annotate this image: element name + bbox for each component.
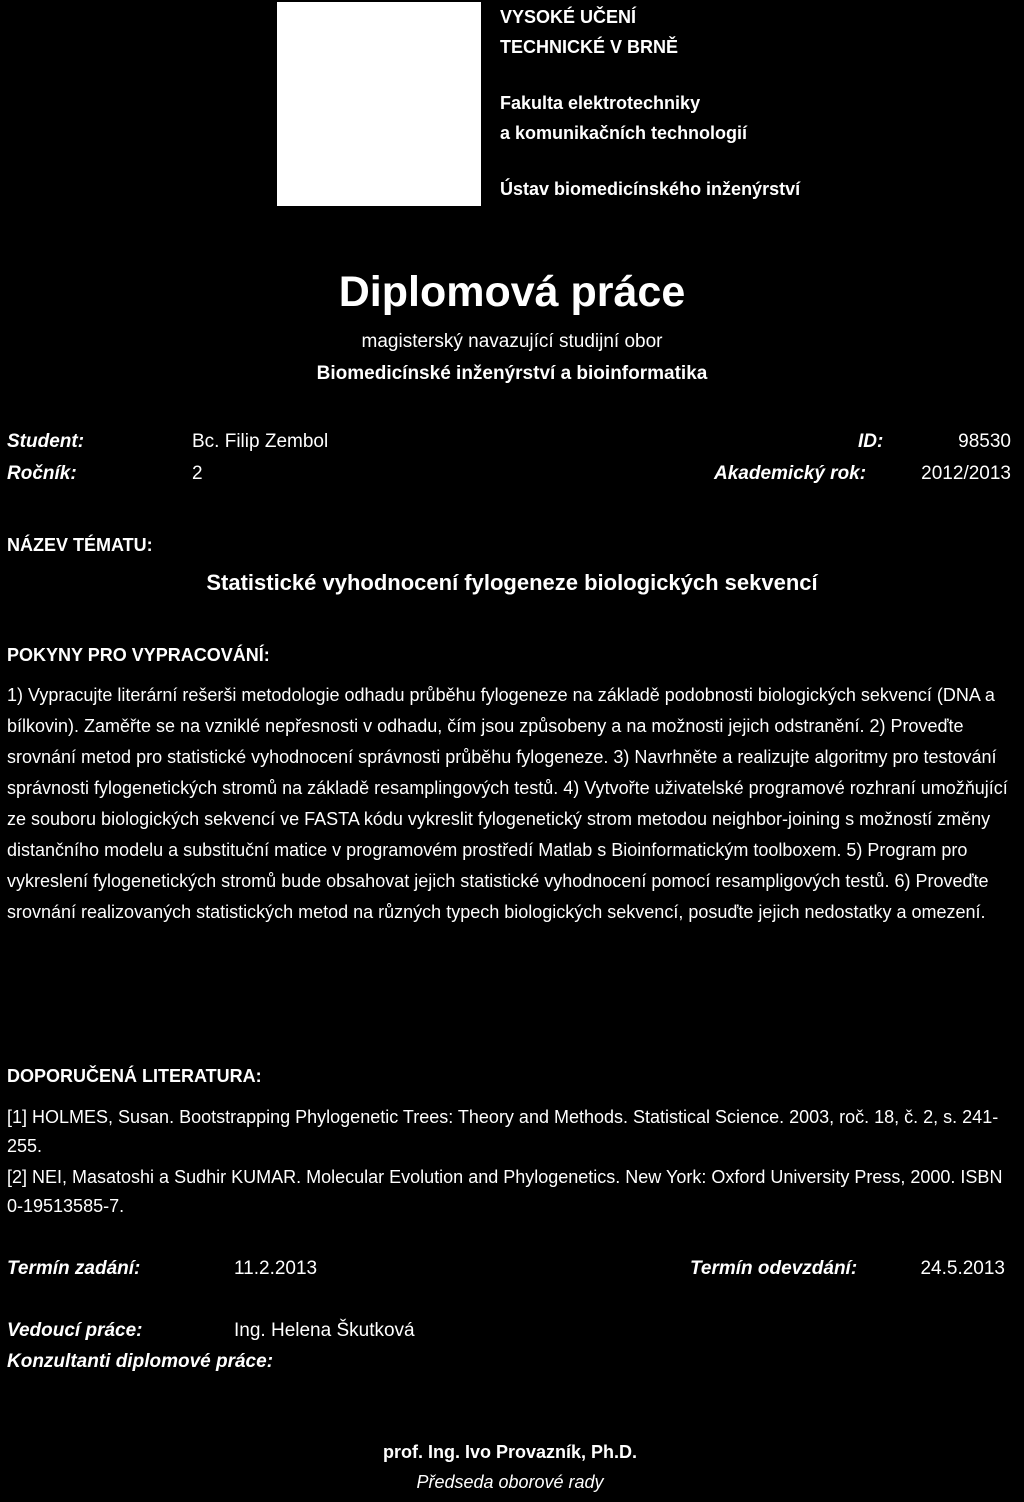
literature-heading: DOPORUČENÁ LITERATURA: <box>7 1066 262 1086</box>
study-type: magisterský navazující studijní obor <box>361 331 663 352</box>
institution-line-1: VYSOKÉ UČENÍ <box>500 7 637 27</box>
id-value: 98530 <box>958 431 1011 452</box>
literature-ref-1: [1] HOLMES, Susan. Bootstrapping Phylogenetic Trees: Theory and Methods. Statistical Science. 2003, roč. 18, č. 2, s. 241-255. <box>7 1107 999 1156</box>
supervisor-value: Ing. Helena Škutková <box>234 1320 415 1341</box>
id-label: ID: <box>858 431 884 452</box>
assigned-date-value: 11.2.2013 <box>234 1258 318 1279</box>
supervisor-label: Vedoucí práce: <box>7 1320 143 1341</box>
academic-year-label: Akademický rok: <box>714 463 867 484</box>
year-label: Ročník: <box>7 463 77 484</box>
student-label: Student: <box>7 431 85 452</box>
assigned-date-label: Termín zadání: <box>7 1258 141 1279</box>
university-logo-placeholder <box>277 2 481 206</box>
instructions-text: 1) Vypracujte literární rešerši metodologie odhadu průběhu fylogeneze na základě podobnosti biologických sekvencí (DNA a bílkovin). Zaměřte se na vzniklé nepřesnosti v odhadu, čím jsou způsobeny a na možnosti jejich odstranění. 2) Proveďte srovnání metod pro statistické vyhodnocení správnosti průběhu fylogeneze. 3) Navrhněte a realizujte algoritmy pro testování správnosti fylogenetických stromů na základě resamplingových testů. 4) Vytvořte uživatelské programové rozhraní umožňující ze souboru biologických sekvencí ve FASTA kódu vykreslit fylogenetický strom metodou neighbor-joining s možností změny distančního modelu a substituční matice v programovém prostředí Matlab s Bioinformatickým toolboxem. 5) Program pro vykreslení fylogenetických stromů bude obsahovat jejich statistické vyhodnocení pomocí resampligových testů. 6) Proveďte srovnání realizovaných statistických metod na různých typech biologických sekvencí, posuďte jejich nedostatky a omezení. <box>7 685 1008 922</box>
department-name: Ústav biomedicínského inženýrství <box>500 179 801 199</box>
signatory-role: Předseda oborové rady <box>416 1472 604 1492</box>
study-field: Biomedicínské inženýrství a bioinformatika <box>316 363 708 384</box>
signatory-name: prof. Ing. Ivo Provazník, Ph.D. <box>382 1442 638 1462</box>
faculty-line-1: Fakulta elektrotechniky <box>500 93 701 113</box>
document-title: Diplomová práce <box>338 268 686 316</box>
topic-heading: NÁZEV TÉMATU: <box>7 535 153 555</box>
year-value: 2 <box>192 463 203 484</box>
academic-year-value: 2012/2013 <box>921 463 1011 484</box>
literature-ref-2: [2] NEI, Masatoshi a Sudhir KUMAR. Molecular Evolution and Phylogenetics. New York: Oxford University Press, 2000. ISBN 0-19513585-7. <box>7 1167 1003 1216</box>
faculty-line-2: a komunikačních technologií <box>500 123 748 143</box>
institution-line-2: TECHNICKÉ V BRNĚ <box>500 37 679 57</box>
due-date-label: Termín odevzdání: <box>690 1258 858 1279</box>
consultants-label: Konzultanti diplomové práce: <box>7 1351 274 1372</box>
student-value: Bc. Filip Zembol <box>192 431 329 452</box>
due-date-value: 24.5.2013 <box>920 1258 1005 1279</box>
topic-title: Statistické vyhodnocení fylogeneze biologických sekvencí <box>206 570 818 595</box>
instructions-heading: POKYNY PRO VYPRACOVÁNÍ: <box>7 645 270 665</box>
